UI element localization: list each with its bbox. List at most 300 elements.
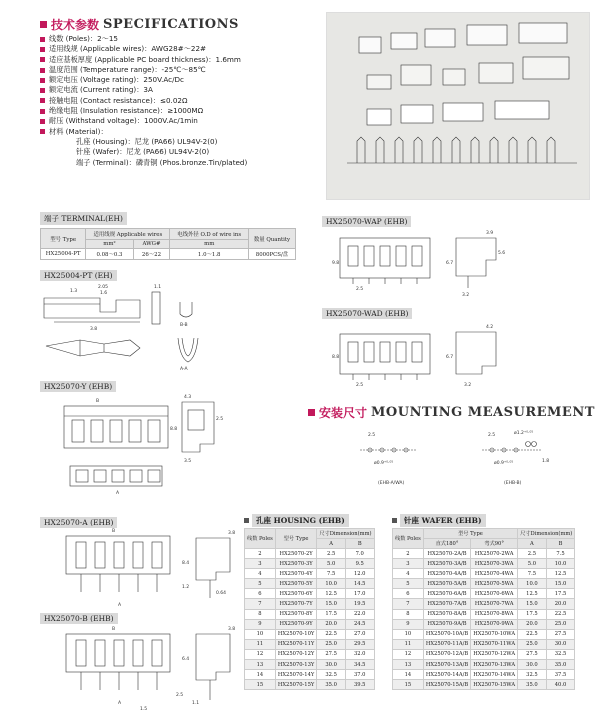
terminal-header-qty: 数量 Quantity bbox=[248, 229, 295, 249]
table-cell: 12 bbox=[245, 649, 276, 659]
specifications-title-en: SPECIFICATIONS bbox=[103, 17, 239, 32]
table-cell: HX25070-5WA bbox=[471, 579, 518, 589]
table-row bbox=[393, 680, 575, 690]
table-cell: 22.0 bbox=[345, 609, 374, 619]
cavity-shape bbox=[129, 420, 141, 442]
bullet-square-icon bbox=[40, 78, 45, 83]
dim-text: 2.5 bbox=[356, 287, 364, 292]
housing-header-poles: 线数 Poles bbox=[245, 529, 276, 549]
table-cell: HX25070-10WA bbox=[471, 629, 518, 639]
table-cell: 14 bbox=[393, 670, 424, 680]
terminal-table bbox=[40, 228, 296, 260]
spec-item bbox=[40, 85, 247, 95]
table-row bbox=[393, 589, 575, 599]
dim-text: 8.8 bbox=[332, 355, 340, 360]
table-cell: HX25070-6Y bbox=[275, 589, 317, 599]
table-cell: HX25070-2Y bbox=[275, 549, 317, 559]
table-row bbox=[245, 599, 375, 609]
spec-item bbox=[40, 44, 247, 54]
terminal-header-mm2: mm² bbox=[86, 240, 133, 249]
table-cell: 30.0 bbox=[546, 639, 575, 649]
pin-window-shape bbox=[133, 542, 143, 568]
pin-window-shape bbox=[95, 542, 105, 568]
table-cell: HX25070-9WA bbox=[471, 619, 518, 629]
table-cell: 7.0 bbox=[345, 549, 374, 559]
table-cell: 2 bbox=[393, 549, 424, 559]
table-row bbox=[393, 660, 575, 670]
table-cell: 12.0 bbox=[345, 569, 374, 579]
section-label: A-A bbox=[180, 367, 188, 372]
terminal-header-awg: AWG# bbox=[133, 240, 170, 249]
dim-text: B bbox=[112, 529, 116, 534]
table-cell: 4 bbox=[245, 569, 276, 579]
table-cell: 15.0 bbox=[317, 599, 346, 609]
dim-text: B bbox=[112, 627, 116, 632]
pin-window-shape bbox=[348, 342, 358, 362]
table-cell: 40.0 bbox=[546, 680, 575, 690]
table-cell: 14 bbox=[245, 670, 276, 680]
table-cell: 10.0 bbox=[518, 579, 547, 589]
table-cell: HX25070-10A/B bbox=[423, 629, 470, 639]
table-cell: 9.5 bbox=[345, 559, 374, 569]
wafer-title-label bbox=[400, 514, 486, 527]
table-cell: 2.5 bbox=[518, 549, 547, 559]
pin-window-shape bbox=[348, 246, 358, 266]
dim-text: 3.9 bbox=[486, 231, 494, 236]
table-cell: 10 bbox=[245, 629, 276, 639]
dim-text: 3.2 bbox=[462, 293, 470, 298]
dim-text: 2.5 bbox=[488, 433, 496, 438]
table-cell: 8 bbox=[393, 609, 424, 619]
terminal-pin-shape bbox=[490, 137, 498, 163]
bullet-square-icon bbox=[40, 37, 45, 42]
bullet-square-icon bbox=[40, 88, 45, 93]
dim-text: 3.8 bbox=[228, 627, 236, 632]
table-cell: 32.5 bbox=[317, 670, 346, 680]
table-cell: 1.0～1.8 bbox=[170, 249, 249, 260]
table-cell: HX25070-3A/B bbox=[423, 559, 470, 569]
table-cell: 25.0 bbox=[518, 639, 547, 649]
table-cell: HX25070-11WA bbox=[471, 639, 518, 649]
pt-label: HX25004-PT (EH) bbox=[40, 270, 117, 281]
table-cell: 2 bbox=[245, 549, 276, 559]
cavity-shape bbox=[110, 420, 122, 442]
section-label: B-B bbox=[180, 323, 188, 328]
table-cell: 7 bbox=[245, 599, 276, 609]
spec-text: 温度范围 (Temperature range)：-25℃～85℃ bbox=[49, 64, 206, 74]
pin-window-shape bbox=[95, 640, 105, 666]
dim-text: 2.5 bbox=[356, 383, 364, 388]
table-cell: 12 bbox=[393, 649, 424, 659]
table-cell: HX25070-12WA bbox=[471, 649, 518, 659]
dim-text: 3.8 bbox=[228, 531, 236, 536]
dim-text: 2.5 bbox=[176, 693, 184, 698]
terminal-title: 端子 TERMINAL(EH) bbox=[40, 212, 127, 225]
table-row bbox=[245, 639, 375, 649]
pin-window-shape bbox=[152, 542, 162, 568]
dim-text: 4.2 bbox=[486, 325, 494, 330]
bullet-square-icon bbox=[40, 98, 45, 103]
bullet-square-icon bbox=[40, 109, 45, 114]
cavity-shape bbox=[94, 470, 106, 482]
table-cell: 13 bbox=[245, 660, 276, 670]
table-cell: 37.5 bbox=[546, 670, 575, 680]
dim-text: 0.64 bbox=[216, 591, 227, 596]
table-row bbox=[393, 619, 575, 629]
dim-text: 1.5 bbox=[140, 707, 148, 712]
bullet-square-icon bbox=[392, 518, 397, 523]
bullet-square-icon bbox=[40, 57, 45, 62]
table-cell: 9 bbox=[393, 619, 424, 629]
table-cell: HX25070-13Y bbox=[275, 660, 317, 670]
table-cell: 7.5 bbox=[317, 569, 346, 579]
dim-text: ø0.9⁺⁰·⁰⁵ bbox=[374, 461, 394, 466]
spec-item bbox=[40, 96, 247, 106]
table-cell: 5 bbox=[245, 579, 276, 589]
table-cell: HX25070-14WA bbox=[471, 670, 518, 680]
table-row bbox=[393, 579, 575, 589]
table-cell: 35.0 bbox=[317, 680, 346, 690]
housing-title-cn: 孔座 bbox=[256, 516, 271, 525]
pin-window-shape bbox=[396, 342, 406, 362]
dim-text: B bbox=[96, 399, 100, 404]
terminal-pin-shape bbox=[414, 137, 422, 163]
cavity-shape bbox=[112, 470, 124, 482]
dim-text: 1.2 bbox=[182, 585, 190, 590]
dim-text: 1.1 bbox=[154, 285, 162, 290]
wafer-title-en: WAFER (EHB) bbox=[421, 516, 482, 525]
spec-text: 绝缘电阻 (Insulation resistance)：≥1000MΩ bbox=[49, 106, 204, 116]
dim-text: 2.05 bbox=[98, 285, 109, 290]
terminal-header-wires: 适用线规 Applicable wires bbox=[86, 229, 170, 240]
pin-window-shape bbox=[114, 542, 124, 568]
table-cell: 9 bbox=[245, 619, 276, 629]
table-cell: HX25070-2WA bbox=[471, 549, 518, 559]
table-cell: 32.0 bbox=[345, 649, 374, 659]
dim-text: 6.7 bbox=[446, 355, 454, 360]
table-cell: 12.5 bbox=[317, 589, 346, 599]
spec-text: 接触电阻 (Contact resistance)：≤0.02Ω bbox=[49, 95, 188, 105]
table-cell: 39.5 bbox=[345, 680, 374, 690]
table-cell: HX25070-11A/B bbox=[423, 639, 470, 649]
table-cell: 11 bbox=[393, 639, 424, 649]
table-cell: 22.5 bbox=[518, 629, 547, 639]
table-cell: 14.5 bbox=[345, 579, 374, 589]
table-row bbox=[245, 619, 375, 629]
table-row bbox=[245, 549, 375, 559]
table-row bbox=[393, 559, 575, 569]
spec-text: 适用线规 (Applicable wires)：AWG28#～22# bbox=[49, 44, 207, 54]
cavity-shape bbox=[72, 420, 84, 442]
table-cell: HX25070-6WA bbox=[471, 589, 518, 599]
table-cell: 10.0 bbox=[317, 579, 346, 589]
table-cell: HX25070-8Y bbox=[275, 609, 317, 619]
table-cell: 30.0 bbox=[317, 660, 346, 670]
dim-text: 8.4 bbox=[182, 561, 190, 566]
housing-table bbox=[244, 528, 375, 690]
wafer-header-straight: 直式180° bbox=[423, 539, 470, 549]
table-cell: HX25070-7WA bbox=[471, 599, 518, 609]
connector-photo-drawing bbox=[327, 13, 591, 201]
housing-header-dim: 尺寸Dimension(mm) bbox=[317, 529, 374, 539]
terminal-pin-shape bbox=[357, 137, 365, 163]
material-item: 端子 (Terminal)：磷青铜 (Phos.bronze.Tin/plated) bbox=[76, 157, 248, 167]
dim-text: 1.1 bbox=[192, 701, 200, 706]
table-row bbox=[393, 549, 575, 559]
table-row bbox=[245, 559, 375, 569]
dim-text: A bbox=[118, 603, 122, 608]
table-cell: 20.0 bbox=[518, 619, 547, 629]
spec-text: 耐压 (Withstand voltage)：1000V.Ac/1min bbox=[49, 116, 198, 126]
cavity-shape bbox=[76, 470, 88, 482]
table-cell: 27.0 bbox=[345, 629, 374, 639]
terminal-pin-shape bbox=[433, 137, 441, 163]
table-cell: 3 bbox=[245, 559, 276, 569]
table-cell: 19.5 bbox=[345, 599, 374, 609]
table-cell: 5.0 bbox=[518, 559, 547, 569]
table-cell: 7.5 bbox=[546, 549, 575, 559]
table-cell: 22.5 bbox=[546, 609, 575, 619]
dim-text: 6.7 bbox=[446, 261, 454, 266]
dim-text: 1.8 bbox=[542, 459, 550, 464]
wap-label: HX25070-WAP (EHB) bbox=[322, 216, 411, 227]
table-cell: 27.5 bbox=[546, 629, 575, 639]
table-cell: HX25070-6A/B bbox=[423, 589, 470, 599]
table-cell: HX25070-4Y bbox=[275, 569, 317, 579]
table-cell: 32.5 bbox=[518, 670, 547, 680]
terminal-pin-shape bbox=[528, 137, 536, 163]
bullet-square-icon bbox=[40, 119, 45, 124]
mounting-title-cn: 安装尺寸 bbox=[319, 406, 368, 420]
dim-text: 3.2 bbox=[464, 383, 472, 388]
table-cell: 17.5 bbox=[518, 609, 547, 619]
table-row bbox=[245, 670, 375, 680]
spec-text: 适应基板厚度 (Applicable PC board thickness)：1.6mm bbox=[49, 54, 241, 64]
table-cell: 32.5 bbox=[546, 649, 575, 659]
housing-title-en: HOUSING (EHB) bbox=[273, 516, 345, 525]
dim-text: 2.5 bbox=[368, 433, 376, 438]
pin-window-shape bbox=[380, 246, 390, 266]
table-cell: HX25070-15Y bbox=[275, 680, 317, 690]
mounting-left-caption: (EHB-A/WA) bbox=[378, 481, 405, 486]
dim-text: 3.8 bbox=[90, 327, 98, 332]
terminal-header-mm: mm bbox=[170, 240, 249, 249]
dim-text: 1.3 bbox=[70, 289, 78, 294]
table-row bbox=[245, 569, 375, 579]
wafer-title bbox=[392, 514, 486, 527]
table-cell: HX25070-10Y bbox=[275, 629, 317, 639]
table-row bbox=[41, 249, 296, 260]
table-row bbox=[393, 639, 575, 649]
table-row bbox=[393, 569, 575, 579]
wafer-a-drawing bbox=[40, 528, 240, 610]
table-row bbox=[245, 680, 375, 690]
bullet-square-icon bbox=[40, 68, 45, 73]
table-cell: 30.0 bbox=[518, 660, 547, 670]
table-row bbox=[245, 579, 375, 589]
dim-text: A bbox=[116, 491, 120, 496]
table-cell: 4 bbox=[393, 569, 424, 579]
bullet-square-icon bbox=[308, 409, 315, 416]
table-row bbox=[245, 649, 375, 659]
spec-text: 材料 (Material)： bbox=[49, 126, 108, 136]
table-cell: HX25070-11Y bbox=[275, 639, 317, 649]
y-label: HX25070-Y (EHB) bbox=[40, 381, 116, 392]
table-cell: 13 bbox=[393, 660, 424, 670]
pin-window-shape bbox=[76, 640, 86, 666]
spec-item bbox=[40, 116, 247, 126]
table-cell: 12.5 bbox=[518, 589, 547, 599]
table-cell: HX25070-2A/B bbox=[423, 549, 470, 559]
housing-header-b: B bbox=[345, 539, 374, 549]
table-cell: 12.5 bbox=[546, 569, 575, 579]
dim-text: 3.5 bbox=[184, 459, 192, 464]
spec-item bbox=[40, 55, 247, 65]
table-cell: HX25070-4WA bbox=[471, 569, 518, 579]
table-cell: 20.0 bbox=[317, 619, 346, 629]
cavity-shape bbox=[91, 420, 103, 442]
wafer-header-right-angle: 弯式90° bbox=[471, 539, 518, 549]
dim-text: ø0.9⁺⁰·⁰⁵ bbox=[494, 461, 514, 466]
pin-window-shape bbox=[76, 542, 86, 568]
housing-y-drawing bbox=[40, 394, 240, 504]
material-item: 针座 (Wafer)：尼龙 (PA66) UL94V-2(0) bbox=[76, 147, 210, 157]
table-cell: 5.0 bbox=[317, 559, 346, 569]
table-cell: 22.5 bbox=[317, 629, 346, 639]
table-cell: 25.0 bbox=[546, 619, 575, 629]
housing-header-a: A bbox=[317, 539, 346, 549]
table-cell: 25.0 bbox=[317, 639, 346, 649]
mounting-right-caption: (EHB-B) bbox=[504, 481, 522, 486]
mounting-title-en: MOUNTING MEASUREMENT bbox=[371, 405, 595, 420]
dim-text: 5.6 bbox=[498, 251, 506, 256]
table-cell: 27.5 bbox=[317, 649, 346, 659]
cavity-shape bbox=[130, 470, 142, 482]
table-cell: HX25070-13WA bbox=[471, 660, 518, 670]
table-cell: 10 bbox=[393, 629, 424, 639]
wafer-table bbox=[392, 528, 575, 690]
terminal-pin-shape bbox=[547, 137, 555, 163]
table-cell: 15 bbox=[245, 680, 276, 690]
table-cell: HX25070-15WA bbox=[471, 680, 518, 690]
housing-title bbox=[244, 514, 349, 527]
table-cell: HX25070-12Y bbox=[275, 649, 317, 659]
specifications-title bbox=[40, 16, 239, 33]
wafer-header-dim: 尺寸Dimension(mm) bbox=[518, 529, 575, 539]
table-cell: 5 bbox=[393, 579, 424, 589]
pin-window-shape bbox=[364, 246, 374, 266]
table-row bbox=[245, 660, 375, 670]
table-row bbox=[393, 649, 575, 659]
spec-item bbox=[40, 65, 247, 75]
table-cell: 24.5 bbox=[345, 619, 374, 629]
table-cell: HX25070-12A/B bbox=[423, 649, 470, 659]
table-cell: 7.5 bbox=[518, 569, 547, 579]
terminal-pin-shape bbox=[452, 137, 460, 163]
table-cell: 29.5 bbox=[345, 639, 374, 649]
table-cell: HX25070-7A/B bbox=[423, 599, 470, 609]
terminal-pin-shape bbox=[395, 137, 403, 163]
mounting-title bbox=[308, 404, 595, 421]
pin-window-shape bbox=[412, 246, 422, 266]
table-cell: 3 bbox=[393, 559, 424, 569]
pin-window-shape bbox=[114, 640, 124, 666]
table-cell: HX25070-4A/B bbox=[423, 569, 470, 579]
table-cell: 37.0 bbox=[345, 670, 374, 680]
table-cell: 8 bbox=[245, 609, 276, 619]
dim-text: 9.8 bbox=[332, 261, 340, 266]
table-cell: 35.0 bbox=[546, 660, 575, 670]
terminal-pin-shape bbox=[376, 137, 384, 163]
bullet-square-icon bbox=[244, 518, 249, 523]
dim-text: 6.4 bbox=[182, 657, 190, 662]
b-label: HX25070-B (EHB) bbox=[40, 613, 118, 624]
housing-header-type: 型号 Type bbox=[275, 529, 317, 549]
table-cell: 34.5 bbox=[345, 660, 374, 670]
bullet-square-icon bbox=[40, 129, 45, 134]
pin-window-shape bbox=[380, 342, 390, 362]
wafer-header-a: A bbox=[518, 539, 547, 549]
pin-window-shape bbox=[133, 640, 143, 666]
table-row bbox=[245, 629, 375, 639]
specifications-title-cn: 技术参数 bbox=[51, 18, 100, 32]
a-label: HX25070-A (EHB) bbox=[40, 517, 117, 528]
table-row bbox=[393, 599, 575, 609]
table-cell: 26～22 bbox=[133, 249, 170, 260]
table-cell: 27.5 bbox=[518, 649, 547, 659]
wafer-header-poles: 线数 Poles bbox=[393, 529, 424, 549]
bullet-square-icon bbox=[40, 21, 47, 28]
table-cell: HX25070-9Y bbox=[275, 619, 317, 629]
table-cell: 15.0 bbox=[518, 599, 547, 609]
terminal-pin-shape bbox=[471, 137, 479, 163]
cavity-shape bbox=[148, 420, 160, 442]
table-cell: HX25070-8WA bbox=[471, 609, 518, 619]
pin-window-shape bbox=[364, 342, 374, 362]
table-cell: HX25070-14Y bbox=[275, 670, 317, 680]
wafer-b-drawing bbox=[40, 626, 240, 710]
table-cell: HX25070-13A/B bbox=[423, 660, 470, 670]
product-photo bbox=[326, 12, 590, 200]
table-cell: HX25070-7Y bbox=[275, 599, 317, 609]
table-cell: 7 bbox=[393, 599, 424, 609]
specifications-list bbox=[40, 34, 247, 168]
wad-label: HX25070-WAD (EHB) bbox=[322, 308, 412, 319]
table-cell: 6 bbox=[245, 589, 276, 599]
table-cell: 8000PCS/盘 bbox=[248, 249, 295, 260]
wafer-title-cn: 针座 bbox=[404, 516, 419, 525]
wafer-header-b: B bbox=[546, 539, 575, 549]
pin-window-shape bbox=[152, 640, 162, 666]
wafer-wap-drawing bbox=[326, 230, 506, 300]
terminal-header-type: 型号 Type bbox=[41, 229, 86, 249]
spec-item bbox=[40, 106, 247, 116]
spec-item bbox=[40, 127, 247, 137]
dim-text: A bbox=[118, 701, 122, 706]
mounting-right-drawing bbox=[482, 428, 572, 488]
table-cell: 20.0 bbox=[546, 599, 575, 609]
table-cell: 35.0 bbox=[518, 680, 547, 690]
table-cell: HX25070-9A/B bbox=[423, 619, 470, 629]
pin-window-shape bbox=[412, 342, 422, 362]
bullet-square-icon bbox=[40, 47, 45, 52]
table-cell: 2.5 bbox=[317, 549, 346, 559]
table-cell: 15.0 bbox=[546, 579, 575, 589]
table-cell: 15 bbox=[393, 680, 424, 690]
pin-window-shape bbox=[396, 246, 406, 266]
table-cell: 0.08～0.3 bbox=[86, 249, 133, 260]
table-cell: HX25070-14A/B bbox=[423, 670, 470, 680]
